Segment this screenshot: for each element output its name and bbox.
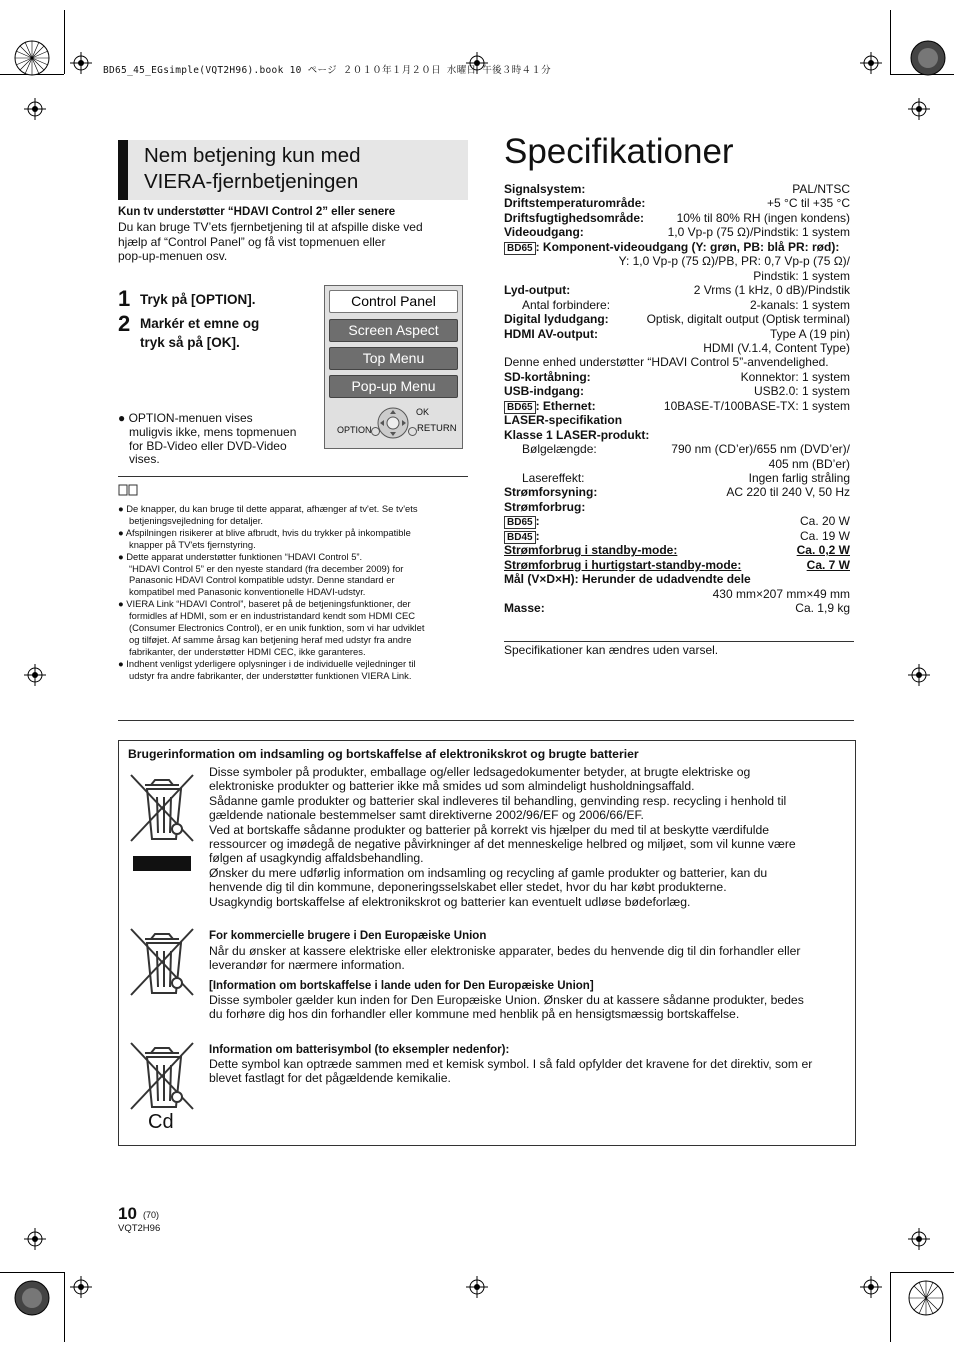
spec-label-text: Lyd-output: [504,283,571,298]
option-note [118,412,296,467]
spec-label-text: Strømforbrug i hurtigstart-standby-mode: [504,557,742,572]
spec-value: 430 mm×207 mm×49 mm [712,586,850,601]
spec-label-text: Antal forbindere: [522,297,611,312]
text-line: blevet fastlagt for det pågældende kemikalie. [209,1071,451,1086]
spec-value: AC 220 til 240 V, 50 Hz [726,485,850,500]
spec-label-text: Denne enhed understøtter “HDAVI Control 5”-anvendelighed. [504,355,829,370]
crop-mark [890,1272,891,1342]
spec-label-text: Driftstemperaturområde: [504,196,646,211]
text-line: Sådanne gamle produkter og batterier skal indleveres til behandling, genvinding resp. recycling i henhold til [209,793,787,808]
disposal-paragraph [209,944,800,973]
spec-label-text: USB-indgang: [504,384,584,399]
spec-label-text: Strømforbrug: [504,499,586,514]
note-line: betjeningsvejledning for detaljer. [129,514,263,526]
spec-value: 405 nm (BD’er) [768,456,850,471]
menu-item-control-panel[interactable]: Control Panel [329,290,458,313]
option-label: OPTION [337,425,372,435]
spec-label-text: : Ethernet: [535,398,596,413]
text-line: Ved at bortskaffe sådanne produkter og batterier på korrekt vis hjælper du med til at beskytte værdifulde [209,822,770,837]
note-line: udstyr fra andre fabrikanter, der understøtter funktionen VIERA Link. [129,669,412,681]
text-line: Når du ønsker at kassere elektriske eller elektroniske apparater, bedes du henvende dig til din forhandler eller [209,944,801,958]
spec-value: USB2.0: 1 system [753,384,850,399]
disposal-info-box [118,740,856,1146]
spec-value: 790 nm (CD’er)/655 nm (DVD’er)/ [671,442,850,457]
section-header-bar [118,140,128,200]
dpad-icon [375,405,411,441]
crossed-bin-icon [127,1039,197,1114]
text-line: henvende dig til din kommune, deponeringsselskabet eller stedet, hvor du har købt produkterne. [209,880,727,895]
text-line: gældende nationale bestemmelser samt direktiverne 2002/96/EF og 2006/66/EF. [209,808,644,823]
disposal-subheading: Information om batterisymbol (to eksempler nedenfor): [209,1044,510,1056]
spec-value: 1,0 Vp-p (75 Ω)/Pindstik: 1 system [667,225,850,240]
spec-value: Ingen farlig stråling [748,471,850,485]
note-line: for BD-Video eller DVD-Video [129,438,287,453]
text-line: Disse symboler på produkter, emballage og/eller ledsagedokumenter betyder, at brugte elektriske og [209,765,751,779]
lead-line: hjælp af “Control Panel” og få vist topmenuen eller [118,234,386,249]
spec-label-text: Mål (V×D×H): Herunder de udadvendte dele [504,572,751,587]
spec-title: Specifikationer [504,132,734,171]
note-line: knapper på TV'ets fjernstyring. [129,538,256,550]
lead-bold: Kun tv understøtter “HDAVI Control 2” eller senere [118,206,396,218]
spec-label [504,572,751,586]
crop-mark [64,10,65,74]
step-text-line: tryk så på [OK]. [140,335,240,350]
note-line: kompatibel med Panasonic konventionelle HDAVI-udstyr. [129,586,366,598]
document-code: VQT2H96 [118,1223,161,1234]
option-button-icon [371,427,380,436]
menu-item-top-menu[interactable]: Top Menu [329,347,458,370]
spec-label-text: Driftsfugtighedsområde: [504,210,645,225]
print-header: BD65_45_EGsimple(VQT2H96).book 10 ページ ２０１０年１月２０日 水曜日 午後３時４１分 [103,65,551,76]
note-line: ● Afspilningen risikerer at blive afbrudt, hvis du trykker på inkompatible [118,526,411,538]
spec-value: Ca. 0,2 W [796,543,850,558]
step-text [140,314,259,352]
crosshair-icon [24,664,46,686]
spec-value: 2 Vrms (1 kHz, 0 dB)/Pindstik [693,283,850,298]
spec-label-text: Digital lydudgang: [504,312,609,327]
crossed-bin-icon [127,925,197,1000]
text-line: du forhøre dig hos din forhandler eller kommune med henblik på en hensigtsmæssig bortskaffelse. [209,1007,740,1022]
divider [504,641,854,642]
lead-line: pop-up-menuen osv. [118,249,228,263]
lead-text [118,220,423,264]
text-line: ressourcer og imødegå de negative påvirkninger af det menneskelige helbred og miljøet, som vil kunne være [209,837,796,852]
model-tag: BD65 [504,242,536,255]
spec-value: Optisk, digitalt output (Optisk terminal) [646,312,850,327]
divider [118,720,854,721]
crosshair-icon [70,1276,92,1298]
note-line: (Consumer Electronics Control), er en unik funktion, som vi har udviklet [129,622,425,634]
crop-mark [890,1272,954,1273]
crosshair-icon [860,52,882,74]
note-line: “HDAVI Control 5” er den nyeste standard (fra december 2009) for [129,562,404,574]
disposal-paragraph [209,993,804,1022]
crop-mark [890,10,891,74]
note-line: ● Indhent venligst yderligere oplysninger i de individuelle vejledninger til [118,657,416,669]
text-line: Disse symboler gælder kun inden for Den Europæiske Union. Ønsker du at kassere sådanne produkter, bedes [209,993,804,1007]
spec-value: +5 °C til +35 °C [767,196,850,211]
spec-value: Y: 1,0 Vp-p (75 Ω)/PB, PR: 0,7 Vp-p (75 Ω)/ [618,254,850,269]
text-line: leverandør for nærmere information. [209,958,405,973]
spec-label-text: SD-kortåbning: [504,369,591,384]
disposal-title: Brugerinformation om indsamling og bortskaffelse af elektronikskrot og brugte batterier [128,747,639,761]
model-tag: BD45 [504,531,536,544]
spec-label-text: : [535,528,540,543]
text-line: Ønsker du mere udførlig information om indsamling og recycling af gamle produkter og batterier, kan du [209,865,768,880]
step-number: 1 [118,286,131,311]
section-title-line: VIERA-fjernbetjeningen [144,170,359,193]
model-tag: BD65 [504,516,536,529]
text-line: følgen af usagkyndig affaldsbehandling. [209,851,424,866]
book-icon [118,484,138,496]
note-line: muligvis ikke, mens topmenuen [129,424,297,439]
note-line: ● Dette apparat understøtter funktionen “HDAVI Control 5”. [118,550,363,562]
section-title [144,143,361,195]
model-tag: BD65 [504,401,536,414]
crosshair-icon [908,98,930,120]
registration-mark-icon [12,1278,52,1318]
option-menu [324,285,463,449]
text-line: Dette symbol kan optræde sammen med et kemisk symbol. I så fald opfylder det kravene for det direktiv, som er [209,1057,813,1071]
spec-label-text: Videoudgang: [504,225,584,240]
ok-label: OK [416,407,430,417]
spec-label [504,355,829,369]
spec-value: Ca. 1,9 kg [795,601,850,616]
spec-label-text: Strømforbrug i standby-mode: [504,543,678,558]
disposal-paragraph [209,765,796,909]
spec-value: PAL/NTSC [792,182,850,196]
spec-label-text: LASER-specifikation [504,413,623,428]
text-line: elektroniske produkter og batterier ikke må smides ud som almindeligt husholdningsaffald. [209,779,695,794]
spec-value: Type A (19 pin) [769,326,850,341]
spec-label [504,240,839,255]
disposal-subheading: For kommercielle brugere i Den Europæiske Union [209,930,487,942]
crosshair-icon [24,1228,46,1250]
crop-mark [0,1272,64,1273]
menu-item-screen-aspect[interactable]: Screen Aspect [329,319,458,342]
spec-label-text: : Komponent-videoudgang (Y: grøn, PB: blå PR: rød): [535,239,840,254]
disposal-subheading: [Information om bortskaffelse i lande uden for Den Europæiske Union] [209,980,594,992]
spec-label [504,413,622,427]
crossed-bin-icon [127,771,197,846]
step-text: Tryk på [OPTION]. [140,292,256,307]
note-line: ● VIERA Link “HDAVI Control”, baseret på de betjeningsfunktioner, der [118,598,411,610]
crosshair-icon [908,1228,930,1250]
spec-label-text: Klasse 1 LASER-produkt: [504,427,650,442]
text-line: Usagkyndig bortskaffelse af elektronikskrot og batterier kan eventuelt udløse bødeforlæg. [209,894,691,909]
menu-item-popup-menu[interactable]: Pop-up Menu [329,375,458,398]
crosshair-icon [466,1276,488,1298]
spec-value: Pindstik: 1 system [753,268,850,283]
notes-list [118,503,468,682]
note-line: vises. [129,452,160,467]
step-text-line: Markér et emne og [140,316,260,331]
disposal-paragraph [209,1057,812,1086]
crosshair-icon [860,1276,882,1298]
spec-label [504,428,649,442]
spec-label-text: : [535,514,540,529]
spec-value: 10BASE-T/100BASE-TX: 1 system [663,398,850,413]
note-line: Panasonic HDAVI Control kompatible udstyr. Denne standard er [129,574,395,586]
registration-mark-icon [908,38,948,78]
return-button-icon [408,427,417,436]
lead-line: Du kan bruge TV’ets fjernbetjening til at afspille diske ved [118,220,423,234]
section-title-line: Nem betjening kun med [144,144,361,167]
spec-label-text: HDMI AV-output: [504,326,598,341]
spec-value: Konnektor: 1 system [740,369,850,384]
note-line: ● OPTION-menuen vises [118,411,253,425]
note-line: fabrikanter, der understøtter HDMI CEC, ikke garanteres. [129,645,366,657]
cadmium-symbol: Cd [148,1111,174,1133]
page-number: 10 [118,1204,137,1223]
crosshair-icon [24,98,46,120]
registration-mark-icon [906,1278,946,1318]
spec-label-text: Signalsystem: [504,182,586,196]
note-line: formidles af HDMI, som er en industristandard kendt som HDMI CEC [129,610,416,622]
return-label: RETURN [417,423,457,434]
spec-value: Ca. 20 W [799,514,850,529]
black-bar-icon [133,856,191,871]
registration-mark-icon [12,38,52,78]
crosshair-icon [70,52,92,74]
spec-value: 10% til 80% RH (ingen kondens) [676,210,850,225]
page-number-alt: (70) [143,1210,160,1220]
spec-label-text: Lasereffekt: [522,471,585,485]
divider [118,476,468,477]
spec-label-text: Bølgelængde: [522,442,597,457]
spec-value: HDMI (V.1.4, Content Type) [703,340,850,355]
note-line: ● De knapper, du kan bruge til dette apparat, afhænger af tv'et. Se tv'ets [118,503,418,514]
step-number: 2 [118,311,131,336]
spec-value: 2-kanals: 1 system [749,297,850,312]
spec-label-text: Masse: [504,601,545,616]
spec-label [504,500,585,514]
crop-mark [64,1272,65,1342]
spec-value: Ca. 19 W [799,528,850,543]
note-line: og tilføjet. Af samme årsag kan betjening heraf med udstyr fra andre [129,633,412,645]
spec-label-text: Strømforsyning: [504,485,598,500]
spec-footnote: Specifikationer kan ændres uden varsel. [504,643,719,657]
spec-value: Ca. 7 W [806,557,850,572]
crosshair-icon [908,664,930,686]
